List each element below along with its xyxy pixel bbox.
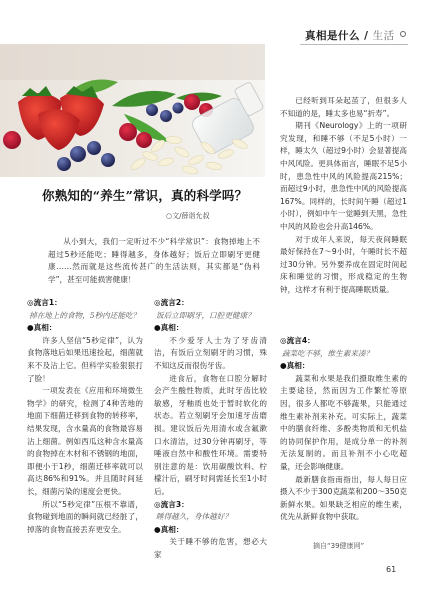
paragraph: 对于成年人来说，每天夜间睡眠最好保持在7～9小时，午睡时长不超过30分钟。另外要养成在固定时间起床和睡觉的习惯，形成稳定的生物钟，这样才有利于提高睡眠质量。 xyxy=(280,234,407,294)
header-section: 生活 xyxy=(372,30,395,42)
paragraph: 最新膳食指南指出，每人每日应摄入不少于300克蔬菜和200～350克新鲜水果。如果缺乏相应的维生素，优先从新鲜食物中获取。 xyxy=(280,474,408,522)
paragraph: 蔬菜和水果是我们摄取维生素的主要途径，然而因为工作繁忙等原因，很多人都吃不够蔬果，只能通过维生素补剂来补充。可实际上，蔬菜中的膳食纤维、多酚类物质和无机盐的协同保护作用，是成分单一的补剂无法复制的。而且补剂不小心吃超量，还会影响健康。 xyxy=(280,373,407,471)
header-title-text: 真相是什么 xyxy=(305,30,360,42)
page-number: 61 xyxy=(386,565,397,574)
article-intro: 从小到大，我们一定听过不少“科学常识”：食物掉地上不超过5秒还能吃；睡得越多，身体越好；饭后立即刷牙更健康……然而就是这些流传甚广的生活法则，其实都是“伪科学”，甚至可能损害健康！ xyxy=(48,237,260,284)
paragraph: 关于睡不够的危害，想必大家 xyxy=(154,537,267,559)
rumor-3-label: ◎流言3： xyxy=(154,499,189,509)
rumor-2-text: 饭后立即刷牙，口腔更健康？ xyxy=(156,310,255,320)
paragraph: 许多人坚信“5秒定律”，认为食物落地后如果迅速捡起，细菌就来不及沾上它。但科学实验狠狠打了脸！ xyxy=(27,335,143,383)
rumor-4-label: ◎流言4： xyxy=(280,336,315,345)
header-separator: / xyxy=(364,30,369,42)
paragraph: 一项发表在《应用和环境微生物学》的研究，检测了4种苦地的地面下细菌迁移到食物的转移率，结果发现，含水量高的食物最容易沾上细菌。例如西瓜这种含水量高的食物掉在木材和不锈钢的地面，即便小于1秒，细菌迁移率就可以高达86%和91%。并且随时间延长，细菌污染的速度会更快。 xyxy=(27,386,143,496)
truth-2-label: ●真相： xyxy=(154,323,184,333)
header-rule xyxy=(300,44,408,45)
truth-4-label: ●真相： xyxy=(280,361,310,371)
rumor-3-text: 睡得越久，身体越好？ xyxy=(156,512,232,522)
article-byline: ○文/薛诣允叔 xyxy=(166,212,210,220)
paragraph: 期刊《Neurology》上的一项研究发现，和睡不够（不足5小时）一样，睡太久（超过9小时）会显著提高中风风险。更具体而言，睡眠不足5小时，患急性中风的风险提高215%；而超过9小时，患急性中风的风险提高167%。同样的，长时间午睡（超过1小时），例如中午一觉睡到天黑，急性中风的风险也会升高146%。 xyxy=(280,121,407,231)
fruit-and-pills-photo xyxy=(0,44,265,177)
rumor-4-text: 蔬菜吃不够，维生素来凑？ xyxy=(282,348,374,358)
header-title xyxy=(305,28,395,43)
rumor-2-label: ◎流言2： xyxy=(154,298,189,307)
rumor-1-text: 掉在地上的食物，5秒内还能吃？ xyxy=(29,310,141,320)
article-headline: 你熟知的“养生”常识，真的科学吗？ xyxy=(42,188,248,203)
column-right-top xyxy=(280,95,407,297)
paragraph: 进食后，食物在口腔分解时会产生酸性物质，此时牙齿比较敏感，牙釉质也处于暂时软化的状态。若立刻刷牙会加速牙齿磨损。建议饭后先用清水或含氟漱口水清洁，过30分钟再刷牙，等唾液自然中和酸性环境。需要特别注意的是：饮用碳酸饮料、柠檬汁后，刷牙时间需延长至1小时后。 xyxy=(154,373,267,496)
paragraph: 不少爱牙人士为了牙齿清洁，有饭后立刻刷牙的习惯，殊不知这反而很伤牙齿。 xyxy=(154,335,267,370)
paragraph: 所以“5秒定律”压根不靠谱，食物碰到地面的瞬间就已经脏了，掉落的食物直接丢弃更安全。 xyxy=(27,499,143,534)
page-header xyxy=(0,22,427,46)
circle-ornament-icon xyxy=(400,31,406,37)
truth-1-label: ●真相： xyxy=(27,323,57,333)
column-middle xyxy=(154,297,267,561)
column-right-bottom xyxy=(280,335,407,524)
source-credit: 摘自“39健康网” xyxy=(313,542,365,550)
truth-3-label: ●真相： xyxy=(154,524,184,534)
paragraph: 已经听到耳朵起茧了，但很多人不知道的是，睡太多也易“折寿”。 xyxy=(280,96,407,118)
column-left xyxy=(27,297,143,536)
rumor-1-label: ◎流言1： xyxy=(27,298,62,307)
